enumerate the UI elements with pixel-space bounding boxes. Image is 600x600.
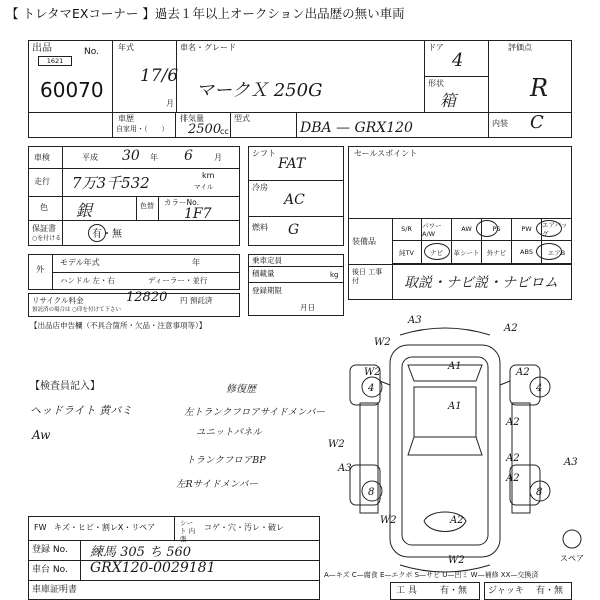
equipment-circle <box>536 220 562 237</box>
spare-label: スペア <box>560 554 584 563</box>
color-change-label: 色替 <box>140 202 154 210</box>
notes-header: 【出品店申告欄（不具合箇所・欠品・注意事項等）】 <box>30 321 207 330</box>
recycle-unit: 円 預託済 <box>180 296 213 305</box>
chassis-value: GRX120-0029181 <box>90 560 216 576</box>
damage-mark: A2 <box>506 417 520 428</box>
year-month-unit: 月 <box>166 99 174 108</box>
mileage-label: 走行 <box>34 177 50 186</box>
damage-mark: W2 <box>374 337 391 348</box>
damage-mark: 8 <box>536 487 543 498</box>
equipment-option: 革シート <box>452 241 482 264</box>
recycle-value: 12820 <box>126 290 168 305</box>
warranty-circle <box>88 224 106 242</box>
rating-value: R <box>530 74 549 102</box>
equipment-option: パワーA/W <box>422 218 452 241</box>
import-handle: ハンドル 左・右 <box>60 276 115 285</box>
lot-stamp: 1621 <box>38 56 72 66</box>
jack-label: ジャッキ <box>488 586 524 596</box>
warranty-options: 有・無 <box>92 229 122 240</box>
recycle-label: リサイクル料金 <box>32 296 84 305</box>
damage-mark: A3 <box>564 457 578 468</box>
header-title: 【 トレタマEXコーナー 】過去１年以上オークション出品歴の無い車両 <box>6 6 405 21</box>
mileage-value: 7万3千532 <box>72 174 150 192</box>
registration-unit: 月日 <box>300 303 315 312</box>
inspector-note: 左トランクフロアサイドメンバー <box>184 407 325 418</box>
shift-label: シフト <box>252 149 276 158</box>
equipment-label: 装備品 <box>352 237 376 246</box>
damage-mark: A1 <box>448 361 462 372</box>
shape-label: 形状 <box>428 79 444 88</box>
mileage-unit-mile: マイル <box>194 183 214 191</box>
damage-mark: 4 <box>536 383 543 394</box>
displacement-value: 2500 <box>188 122 222 137</box>
damage-mark: W2 <box>448 555 465 566</box>
shape-value: 箱 <box>440 91 457 110</box>
equipment-option: エアバッグ <box>542 218 572 241</box>
inspection-month: 6 <box>184 148 193 164</box>
inspector-note: ヘッドライト 黄バミ <box>30 404 133 417</box>
equipment-circle <box>476 220 498 237</box>
equipment-option: エアB <box>542 241 572 264</box>
equipment-option: 純TV <box>392 241 422 264</box>
lot-label: 出品 <box>32 43 52 54</box>
model-value: マークＸ 250G <box>196 80 323 101</box>
tools-label: 工 具 <box>396 586 417 596</box>
interior-value: C <box>530 112 544 133</box>
model-code-label: 型式 <box>234 114 250 123</box>
doors-value: 4 <box>452 50 464 71</box>
color-label: 色 <box>40 203 48 212</box>
registration-no-value: 練馬 305 ち 560 <box>90 545 192 560</box>
equipment-option: S/R <box>392 218 422 241</box>
color-code-value: 1F7 <box>184 206 212 222</box>
usage-label: 車歴 <box>118 114 134 123</box>
aftermarket-value: 取説・ナビ説・ナビロム <box>404 275 558 291</box>
fw-value: キズ・ヒビ・割レX・リペア <box>54 523 156 532</box>
damage-mark: A2 <box>506 453 520 464</box>
equipment-option: AW <box>452 218 482 241</box>
damage-mark: 4 <box>368 383 375 394</box>
aftermarket-label: 後日 工事 付 <box>352 268 383 285</box>
inspector-note: Aw <box>32 428 51 442</box>
damage-mark: A3 <box>408 315 422 326</box>
lot-number: 60070 <box>40 78 104 102</box>
displacement-label: 排気量 <box>180 114 204 123</box>
damage-mark: A2 <box>506 473 520 484</box>
equipment-option: 外ナビ <box>482 241 512 264</box>
sales-point-label: セールスポイント <box>354 149 418 158</box>
import-label: 外 <box>36 265 44 274</box>
chassis-label: 車台 No. <box>32 565 68 575</box>
damage-mark: A1 <box>448 401 462 412</box>
registration-no-label: 登録 No. <box>32 545 68 555</box>
load-unit: kg <box>330 271 339 279</box>
inspection-month-unit: 月 <box>214 153 222 162</box>
year-value: 17/6 <box>140 66 179 86</box>
footer-left: 車庫証明書 <box>32 585 78 595</box>
displacement-unit: cc <box>220 127 229 136</box>
jack-options: 有・無 <box>536 586 564 596</box>
interior-label: 内装 <box>492 119 508 128</box>
inspection-year-unit: 年 <box>150 153 158 162</box>
car-damage-diagram <box>320 305 600 575</box>
inspector-note: ユニットパネル <box>196 427 262 438</box>
shift-value: FAT <box>278 156 306 172</box>
usage-value: 自家用・（ ） <box>116 125 169 133</box>
inspector-note: トランクフロアBP <box>186 455 266 466</box>
aircon-value: AC <box>284 192 305 208</box>
equipment-circle <box>424 243 450 260</box>
color-code-label: カラーNo. <box>164 198 199 207</box>
import-model-year: モデル年式 <box>60 258 100 267</box>
inspector-note: 左Rサイドメンバー <box>176 479 258 490</box>
inspection-year: 30 <box>122 148 140 164</box>
warranty-label: 保証書 <box>32 224 56 233</box>
import-year-unit: 年 <box>192 258 200 267</box>
model-code-value: DBA — GRX120 <box>300 120 413 136</box>
lot-no-label: No. <box>84 47 99 57</box>
inspection-label: 車検 <box>34 153 50 162</box>
capacity-label: 乗車定員 <box>252 256 282 265</box>
inspection-era: 平成 <box>82 153 98 162</box>
damage-mark: W2 <box>364 367 381 378</box>
damage-mark: W2 <box>380 515 397 526</box>
damage-mark: A2 <box>450 515 464 526</box>
model-label: 車名・グレード <box>180 43 236 52</box>
inspector-note: 修復歴 <box>226 384 256 395</box>
tools-options: 有・無 <box>440 586 468 596</box>
damage-mark: A3 <box>338 463 352 474</box>
damage-mark: W2 <box>328 439 345 450</box>
damage-mark: A2 <box>504 323 518 334</box>
doors-label: ドア <box>428 43 444 52</box>
aircon-label: 冷房 <box>252 183 268 192</box>
damage-mark: 8 <box>368 487 375 498</box>
color-value: 銀 <box>76 201 93 220</box>
seat-value: コゲ・穴・汚レ・破レ <box>204 523 284 532</box>
seat-label: シート 内張 <box>180 519 196 543</box>
damage-legend: A—キズ C—腐食 E—エクボ S—サビ U—凹ミ W—補修 XX—交換済 <box>324 571 539 579</box>
import-dealer: ディーラー・並行 <box>148 276 208 285</box>
equipment-option: PW <box>512 218 542 241</box>
rating-label: 評価点 <box>508 43 532 52</box>
load-label: 積載量 <box>252 269 275 278</box>
recycle-note: 預託済の場合は ○印を付けて下さい <box>32 307 122 313</box>
damage-mark: A2 <box>516 367 530 378</box>
equipment-circle <box>536 243 562 260</box>
fw-label: FW <box>34 523 47 532</box>
equipment-option: ナビ <box>422 241 452 264</box>
registration-label: 登録期限 <box>252 286 282 295</box>
inspector-header: 【検査員記入】 <box>30 381 100 392</box>
equipment-option: ABS <box>512 241 542 264</box>
fuel-label: 燃料 <box>252 223 268 232</box>
warranty-note: ○を付ける <box>32 235 62 242</box>
mileage-unit-km: km <box>202 171 215 180</box>
year-label: 年式 <box>118 43 134 52</box>
fuel-value: G <box>288 222 300 238</box>
equipment-option: PS <box>482 218 512 241</box>
